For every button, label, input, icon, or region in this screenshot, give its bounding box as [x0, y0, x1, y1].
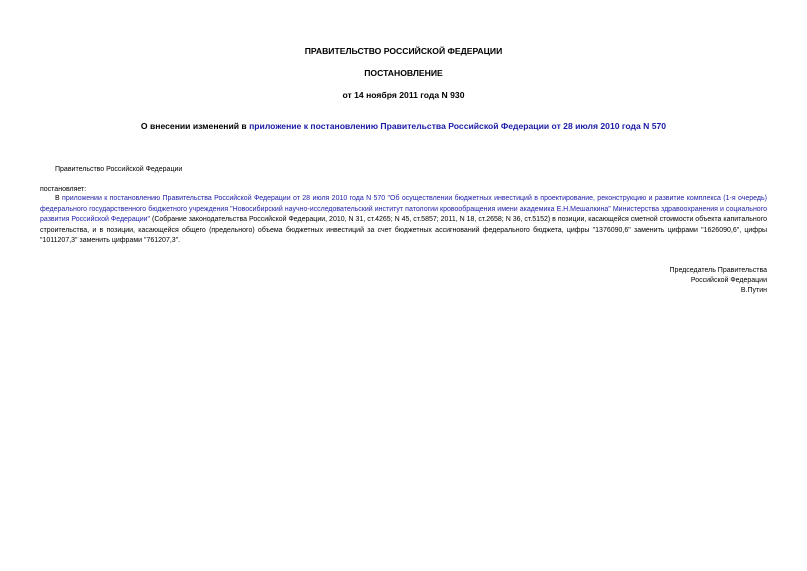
signature-organization: Российской Федерации	[690, 277, 767, 284]
subject-link[interactable]: приложение к постановлению Правительства Российской Федерации от 28 июля 2010 года N 570	[249, 121, 667, 131]
paragraph-pre-link: В	[55, 195, 63, 202]
paragraph-link-decree[interactable]: приложении к постановлению Правительства Российской Федерации от 28 июля 2010 года N 570	[62, 195, 386, 202]
paragraph-text: (Собрание законодательства Российской Федерации, 2010, N 31, ст.4265; N 45, ст.5857; 2011, N 18, ст.2658; N 36, ст.5152) в позиции, касающейся сметной стоимости объекта капитального строительства, и в позиции, касающейся общего (предельного) объема бюджетных инвестиций за счет бюджетных ассигнований федерального бюджета, цифры "1376090,6" заменить цифрами "1626090,6", цифры "1011207,3" заменить цифрами "761207,3".	[40, 216, 767, 244]
subject-prefix: О внесении изменений в	[140, 121, 250, 131]
decrees-text: постановляет:	[40, 186, 87, 193]
signature-position: Председатель Правительства	[669, 267, 767, 274]
body-paragraph	[40, 194, 767, 247]
preamble-text: Правительство Российской Федерации	[55, 166, 183, 173]
document-type: ПОСТАНОВЛЕНИЕ	[364, 68, 443, 78]
document-subject	[0, 121, 807, 132]
document-date-number: от 14 ноября 2011 года N 930	[342, 90, 465, 100]
paragraph-decree-title[interactable]: "Об осуществлении бюджетных инвестиций в проектирование, реконструкцию и развитие комплекса (1-я очередь) федерального государственного бюджетного учреждения "Новосибирский научно-исследовательский институт патологии кровообращения имени академика Е.Н.Мешалкина" Министерства здравоохранения и социального развития Российской Федерации"	[40, 195, 767, 223]
government-title: ПРАВИТЕЛЬСТВО РОССИЙСКОЙ ФЕДЕРАЦИИ	[304, 46, 503, 56]
signature-name: В.Путин	[740, 287, 767, 294]
